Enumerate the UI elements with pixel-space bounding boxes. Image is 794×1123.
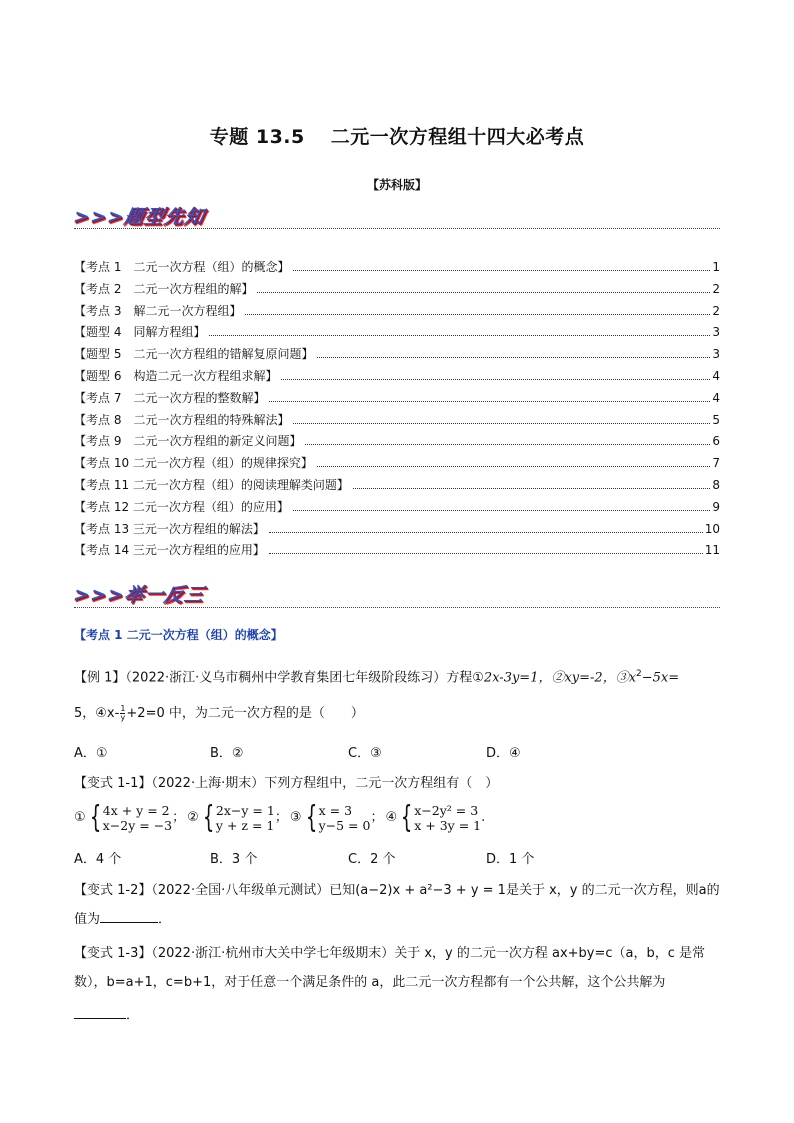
toc-label: 【考点 13 三元一次方程组的解法】 — [74, 521, 265, 536]
equation-system — [289, 800, 384, 835]
variant-1-1-option-c: C．2 个 — [348, 852, 396, 867]
system-line-2: x + 3y = 1 — [414, 818, 482, 833]
variant-1-2-line-1: 【变式 1-2】（2022·全国·八年级单元测试）已知(a−2)x + a²−3 + y = 1是关于 x，y 的二元一次方程，则a的 — [74, 883, 720, 898]
toc-leader-dots — [317, 466, 710, 467]
banner-examples: >>>举一反三 — [71, 584, 207, 606]
variant-1-2-line-2: 值为 ． — [74, 912, 172, 927]
toc-leader-dots — [317, 357, 710, 358]
system-lines — [414, 803, 481, 833]
banner-toc: >>>题型先知 — [71, 206, 207, 228]
system-marker: ② — [187, 810, 199, 825]
toc-page-number: 10 — [704, 521, 720, 536]
example-1-equations: 2x-3y=1，②xy=-2，③x — [483, 670, 637, 686]
toc-label: 【题型 4 同解方程组】 — [74, 325, 206, 340]
toc-label: 【题型 5 二元一次方程组的错解复原问题】 — [74, 347, 314, 362]
toc-leader-dots — [293, 423, 710, 424]
system-lines — [319, 803, 371, 833]
toc-row[interactable] — [74, 323, 720, 345]
system-marker: ④ — [385, 810, 398, 825]
toc-row[interactable] — [74, 302, 720, 324]
toc-row[interactable] — [74, 258, 720, 280]
example-1-line-1 — [74, 664, 720, 688]
toc-label: 【考点 12 二元一次方程（组）的应用】 — [74, 499, 289, 514]
system-marker: ③ — [289, 810, 302, 825]
toc-page-number: 5 — [712, 412, 720, 427]
toc-page-number: 9 — [712, 499, 720, 514]
toc-leader-dots — [209, 335, 710, 336]
system-lines — [103, 803, 172, 833]
variant-1-1-systems — [74, 801, 720, 835]
variant-1-1-option-b: B．3 个 — [210, 852, 258, 867]
toc-page-number: 6 — [712, 434, 720, 449]
edition-label: 【苏科版】 — [366, 178, 427, 192]
brace-icon: { — [400, 800, 413, 835]
page-title — [0, 122, 794, 149]
toc-row[interactable] — [74, 454, 720, 476]
brace-icon: { — [305, 800, 317, 835]
toc-label: 【考点 3 解二元一次方程组】 — [74, 303, 242, 318]
variant-1-1-lead: 【变式 1-1】（2022·上海·期末）下列方程组中，二元一次方程组有（ ） — [74, 776, 499, 791]
system-line-2: y + z = 1 — [215, 818, 275, 833]
system-separator: ； — [172, 810, 186, 825]
system-lines — [216, 803, 275, 833]
brace-icon: { — [202, 800, 215, 835]
system-line-1: 4x + y = 2 — [102, 803, 170, 818]
toc-label: 【考点 9 二元一次方程组的新定义问题】 — [74, 434, 302, 449]
toc-leader-dots — [269, 401, 710, 402]
system-separator: . — [481, 810, 486, 825]
example-1-option-d: D．④ — [486, 746, 521, 761]
system-separator: ； — [370, 810, 384, 825]
toc-leader-dots — [353, 488, 710, 489]
divider-examples — [74, 607, 720, 608]
variant-1-3-line-2: 数），b=a+1，c=b+1，对于任意一个满足条件的 a，此二元一次方程都有一个公共解，这个公共解为 — [74, 975, 666, 990]
variant-1-1-option-d: D．1 个 — [486, 852, 535, 867]
toc-leader-dots — [305, 444, 710, 445]
toc-row[interactable] — [74, 432, 720, 454]
toc-page-number: 3 — [712, 325, 720, 340]
variant-1-2-prompt: 值为 — [74, 912, 101, 927]
toc-page-number: 1 — [712, 260, 720, 274]
toc-leader-dots — [257, 292, 710, 293]
toc-row[interactable] — [74, 280, 720, 302]
toc-leader-dots — [245, 314, 710, 315]
system-separator: ； — [274, 810, 288, 825]
title-text: 二元一次方程组十四大必考点 — [330, 126, 585, 148]
example-1-eq4-start: 5，④x- — [74, 706, 120, 721]
equation-system — [385, 800, 486, 835]
example-1-option-c: C．③ — [348, 746, 382, 761]
example-1-line-2 — [74, 704, 720, 724]
toc-row[interactable] — [74, 498, 720, 520]
example-1-option-a: A．① — [74, 746, 108, 761]
toc-page-number: 2 — [712, 303, 720, 318]
equation-system — [74, 800, 186, 835]
example-1-lead: 【例 1】（2022·浙江·义乌市稠州中学教育集团七年级阶段练习）方程① — [74, 670, 484, 686]
system-marker: ① — [74, 810, 86, 825]
toc-row[interactable] — [74, 389, 720, 411]
toc-page-number: 2 — [712, 281, 720, 296]
toc-page-number: 7 — [712, 456, 720, 471]
toc-row[interactable] — [74, 345, 720, 367]
toc-label: 【考点 11 二元一次方程（组）的阅读理解类问题】 — [74, 477, 349, 492]
title-number: 专题 13.5 — [209, 126, 305, 148]
toc-label: 【考点 2 二元一次方程组的解】 — [74, 281, 254, 296]
toc-page-number: 3 — [712, 347, 720, 362]
example-1-eq3-tail: −5x= — [641, 670, 680, 686]
system-line-2: y−5 = 0 — [318, 818, 371, 833]
system-line-1: x = 3 — [318, 803, 353, 818]
toc-label: 【题型 6 构造二元一次方程组求解】 — [74, 368, 278, 383]
toc-page-number: 11 — [704, 543, 720, 558]
toc-label: 【考点 14 三元一次方程组的应用】 — [74, 543, 265, 558]
toc-row[interactable] — [74, 411, 720, 433]
toc-page-number: 4 — [712, 390, 720, 405]
variant-1-3-line-1: 【变式 1-3】（2022·浙江·杭州市大关中学七年级期末）关于 x，y 的二元一次方程 ax+by=c（a，b，c 是常 — [74, 946, 706, 961]
brace-icon: { — [89, 800, 101, 835]
table-of-contents — [74, 258, 720, 563]
variant-1-3-line-3: ． — [74, 1006, 720, 1026]
answer-blank-1-2[interactable] — [100, 910, 158, 923]
toc-page-number: 8 — [712, 477, 720, 492]
example-1-question: +2=0 中，为二元一次方程的是（ ） — [126, 706, 364, 721]
system-line-1: x−2y² = 3 — [414, 803, 479, 818]
toc-label: 【考点 1 二元一次方程（组）的概念】 — [74, 260, 290, 274]
toc-leader-dots — [269, 532, 703, 533]
toc-row[interactable] — [74, 476, 720, 498]
system-line-2: x−2y = −3 — [102, 818, 173, 833]
toc-label: 【考点 7 二元一次方程的整数解】 — [74, 390, 266, 405]
toc-label: 【考点 10 二元一次方程（组）的规律探究】 — [74, 456, 313, 471]
system-line-1: 2x−y = 1 — [215, 803, 275, 818]
toc-leader-dots — [281, 379, 710, 380]
toc-row[interactable] — [74, 367, 720, 389]
answer-blank-1-3[interactable] — [74, 1006, 126, 1019]
example-1-option-b: B．② — [210, 746, 244, 761]
toc-row[interactable] — [74, 541, 720, 563]
section-heading: 【考点 1 二元一次方程（组）的概念】 — [74, 628, 283, 642]
toc-leader-dots — [293, 270, 710, 271]
toc-leader-dots — [269, 553, 703, 554]
fraction-1-over-y: $\frac{1}{y}$ — [120, 704, 126, 722]
variant-1-1-option-a: A．4 个 — [74, 852, 122, 867]
toc-leader-dots — [293, 510, 710, 511]
toc-row[interactable] — [74, 520, 720, 542]
divider-toc — [74, 228, 720, 229]
exponent-2: 2 — [636, 669, 642, 679]
toc-page-number: 4 — [712, 368, 720, 383]
equation-system — [187, 800, 288, 835]
toc-label: 【考点 8 二元一次方程组的特殊解法】 — [74, 412, 290, 427]
